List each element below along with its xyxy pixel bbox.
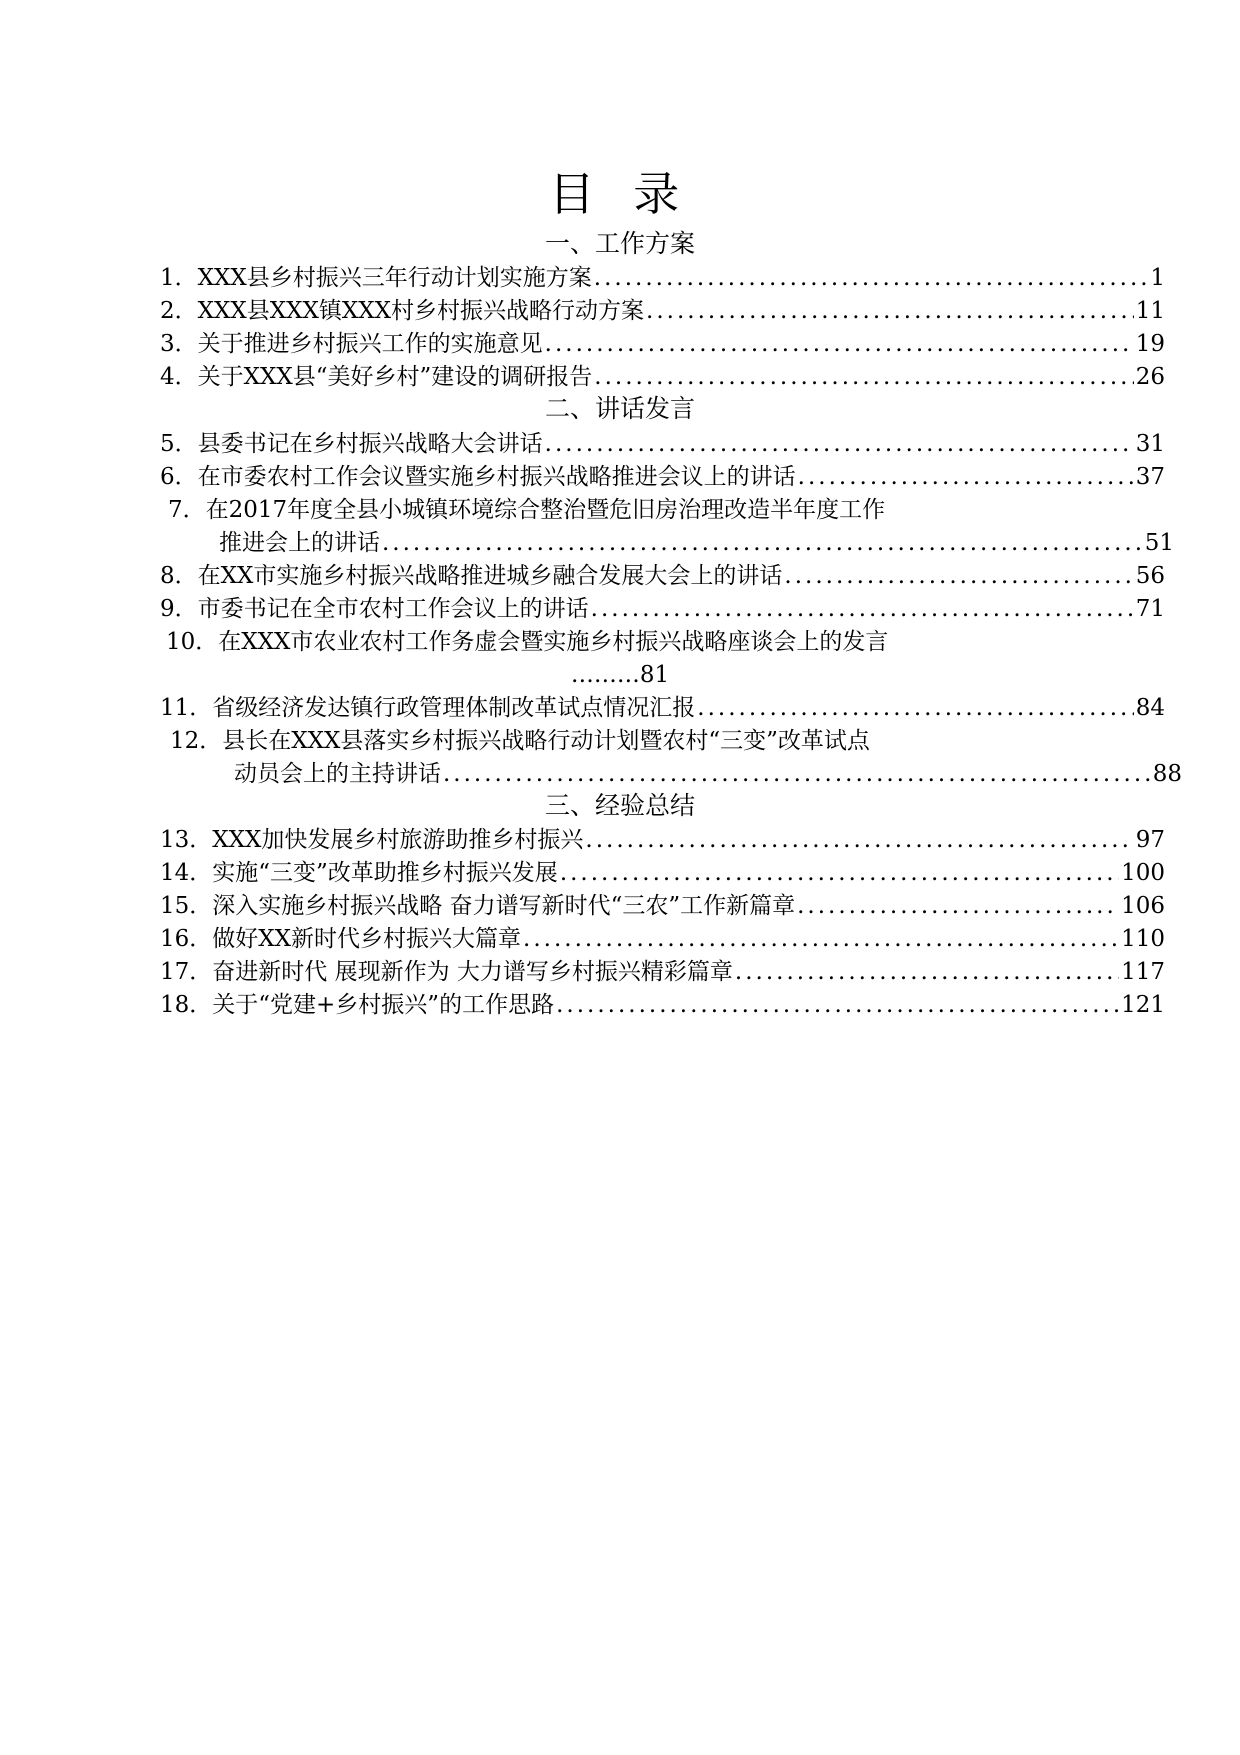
entry-title: 在XXX市农业农村工作务虚会暨实施乡村振兴战略座谈会上的发言 xyxy=(218,629,889,655)
entry-page-number: 37 xyxy=(1135,464,1165,490)
dot-leader xyxy=(556,989,1119,1021)
toc-entry-5[interactable] xyxy=(160,428,1165,460)
toc-entry-17[interactable] xyxy=(160,956,1165,988)
entry-number: 1． xyxy=(160,265,198,291)
toc-entry-7-continued[interactable] xyxy=(219,527,1174,559)
toc-entry-13[interactable] xyxy=(160,824,1165,856)
entry-page-number: 97 xyxy=(1135,827,1165,853)
entry-title: 县委书记在乡村振兴战略大会讲话 xyxy=(197,431,543,457)
entry-number: 7． xyxy=(168,497,206,523)
entry-number: 17． xyxy=(160,959,213,985)
entry-title: 市委书记在全市农村工作会议上的讲话 xyxy=(197,596,589,622)
entry-title: 在市委农村工作会议暨实施乡村振兴战略推进会议上的讲话 xyxy=(197,464,796,490)
dot-leader xyxy=(545,328,1134,360)
entry-number: 5． xyxy=(160,431,198,457)
toc-entry-11[interactable] xyxy=(160,692,1165,724)
entry-number: 4． xyxy=(160,364,198,390)
dot-leader xyxy=(545,428,1134,460)
entry-number: 2． xyxy=(160,298,198,324)
entry-page-number: 81 xyxy=(639,662,670,688)
entry-page-number: 1 xyxy=(1150,265,1165,291)
toc-entry-7[interactable] xyxy=(168,494,885,526)
toc-entry-4[interactable] xyxy=(160,361,1165,393)
dot-leader xyxy=(382,527,1143,559)
entry-title: 在2017年度全县小城镇环境综合整治暨危旧房治理改造半年度工作 xyxy=(205,497,886,523)
dot-leader xyxy=(585,824,1133,856)
entry-page-number: 26 xyxy=(1135,364,1165,390)
section-heading-work-plans: 一、工作方案 xyxy=(544,229,695,258)
entry-number: 15． xyxy=(160,893,213,919)
toc-entry-3[interactable] xyxy=(160,328,1165,360)
toc-entry-16[interactable] xyxy=(160,923,1165,955)
dot-leader xyxy=(560,857,1119,889)
toc-title: 目 录 xyxy=(548,167,692,221)
entry-number: 12． xyxy=(170,728,223,754)
dot-leader xyxy=(797,890,1119,922)
entry-title: 关于“党建+乡村振兴”的工作思路 xyxy=(212,992,555,1018)
dot-leader xyxy=(697,692,1133,724)
toc-entry-12-continued[interactable] xyxy=(234,758,1182,790)
entry-title: XXX加快发展乡村旅游助推乡村振兴 xyxy=(212,827,584,853)
entry-title: XXX县XXX镇XXX村乡村振兴战略行动方案 xyxy=(197,298,645,324)
entry-title: 在XX市实施乡村振兴战略推进城乡融合发展大会上的讲话 xyxy=(197,563,783,589)
entry-number: 14． xyxy=(160,860,213,886)
entry-number: 6． xyxy=(160,464,198,490)
entry-title: 关于XXX县“美好乡村”建设的调研报告 xyxy=(197,364,593,390)
entry-title: XXX县乡村振兴三年行动计划实施方案 xyxy=(197,265,592,291)
entry-page-number: 51 xyxy=(1144,530,1174,556)
entry-page-number: 56 xyxy=(1135,563,1165,589)
toc-entry-1[interactable] xyxy=(160,262,1165,294)
entry-title: 省级经济发达镇行政管理体制改革试点情况汇报 xyxy=(212,695,696,721)
entry-page-number: 88 xyxy=(1152,761,1182,787)
entry-number: 11． xyxy=(160,695,213,721)
toc-entry-18[interactable] xyxy=(160,989,1165,1021)
entry-title-continued: 动员会上的主持讲话 xyxy=(234,761,441,787)
entry-page-number: 11 xyxy=(1135,298,1165,324)
entry-title: 深入实施乡村振兴战略 奋力谱写新时代“三农”工作新篇章 xyxy=(212,893,796,919)
entry-page-number: 19 xyxy=(1135,331,1165,357)
toc-entry-15[interactable] xyxy=(160,890,1165,922)
dot-leader xyxy=(594,361,1133,393)
dot-leader xyxy=(523,923,1119,955)
entry-page-number: 117 xyxy=(1121,959,1165,985)
entry-page-number: 84 xyxy=(1135,695,1165,721)
toc-entry-9[interactable] xyxy=(160,593,1165,625)
dot-leader xyxy=(784,560,1133,592)
entry-page-number: 121 xyxy=(1121,992,1165,1018)
entry-number: 9． xyxy=(160,596,198,622)
toc-entry-8[interactable] xyxy=(160,560,1165,592)
entry-title: 县长在XXX县落实乡村振兴战略行动计划暨农村“三变”改革试点 xyxy=(222,728,870,754)
entry-number: 10． xyxy=(166,629,219,655)
section-heading-speeches: 二、讲话发言 xyxy=(544,394,695,423)
entry-number: 16． xyxy=(160,926,213,952)
entry-page-number: 31 xyxy=(1135,431,1165,457)
entry-page-number: 71 xyxy=(1135,596,1165,622)
toc-entry-6[interactable] xyxy=(160,461,1165,493)
toc-entry-12[interactable] xyxy=(170,725,870,757)
dot-leader xyxy=(443,758,1151,790)
entry-number: 18． xyxy=(160,992,213,1018)
entry-number: 13． xyxy=(160,827,213,853)
toc-entry-10-continued[interactable] xyxy=(0,659,1240,691)
entry-title: 做好XX新时代乡村振兴大篇章 xyxy=(212,926,522,952)
entry-title-continued: 推进会上的讲话 xyxy=(219,530,380,556)
toc-entry-2[interactable] xyxy=(160,295,1165,327)
dot-leader xyxy=(646,295,1134,327)
entry-page-number: 106 xyxy=(1121,893,1165,919)
dot-leader: ……… xyxy=(570,662,640,688)
toc-entry-10[interactable] xyxy=(166,626,888,658)
dot-leader xyxy=(735,956,1119,988)
entry-title: 奋进新时代 展现新作为 大力谱写乡村振兴精彩篇章 xyxy=(212,959,733,985)
entry-page-number: 110 xyxy=(1121,926,1165,952)
section-heading-experience: 三、经验总结 xyxy=(544,791,695,820)
toc-entry-14[interactable] xyxy=(160,857,1165,889)
entry-title: 关于推进乡村振兴工作的实施意见 xyxy=(197,331,543,357)
entry-page-number: 100 xyxy=(1121,860,1165,886)
entry-number: 8． xyxy=(160,563,198,589)
entry-number: 3． xyxy=(160,331,198,357)
dot-leader xyxy=(594,262,1149,294)
dot-leader xyxy=(798,461,1134,493)
dot-leader xyxy=(591,593,1134,625)
entry-title: 实施“三变”改革助推乡村振兴发展 xyxy=(212,860,558,886)
